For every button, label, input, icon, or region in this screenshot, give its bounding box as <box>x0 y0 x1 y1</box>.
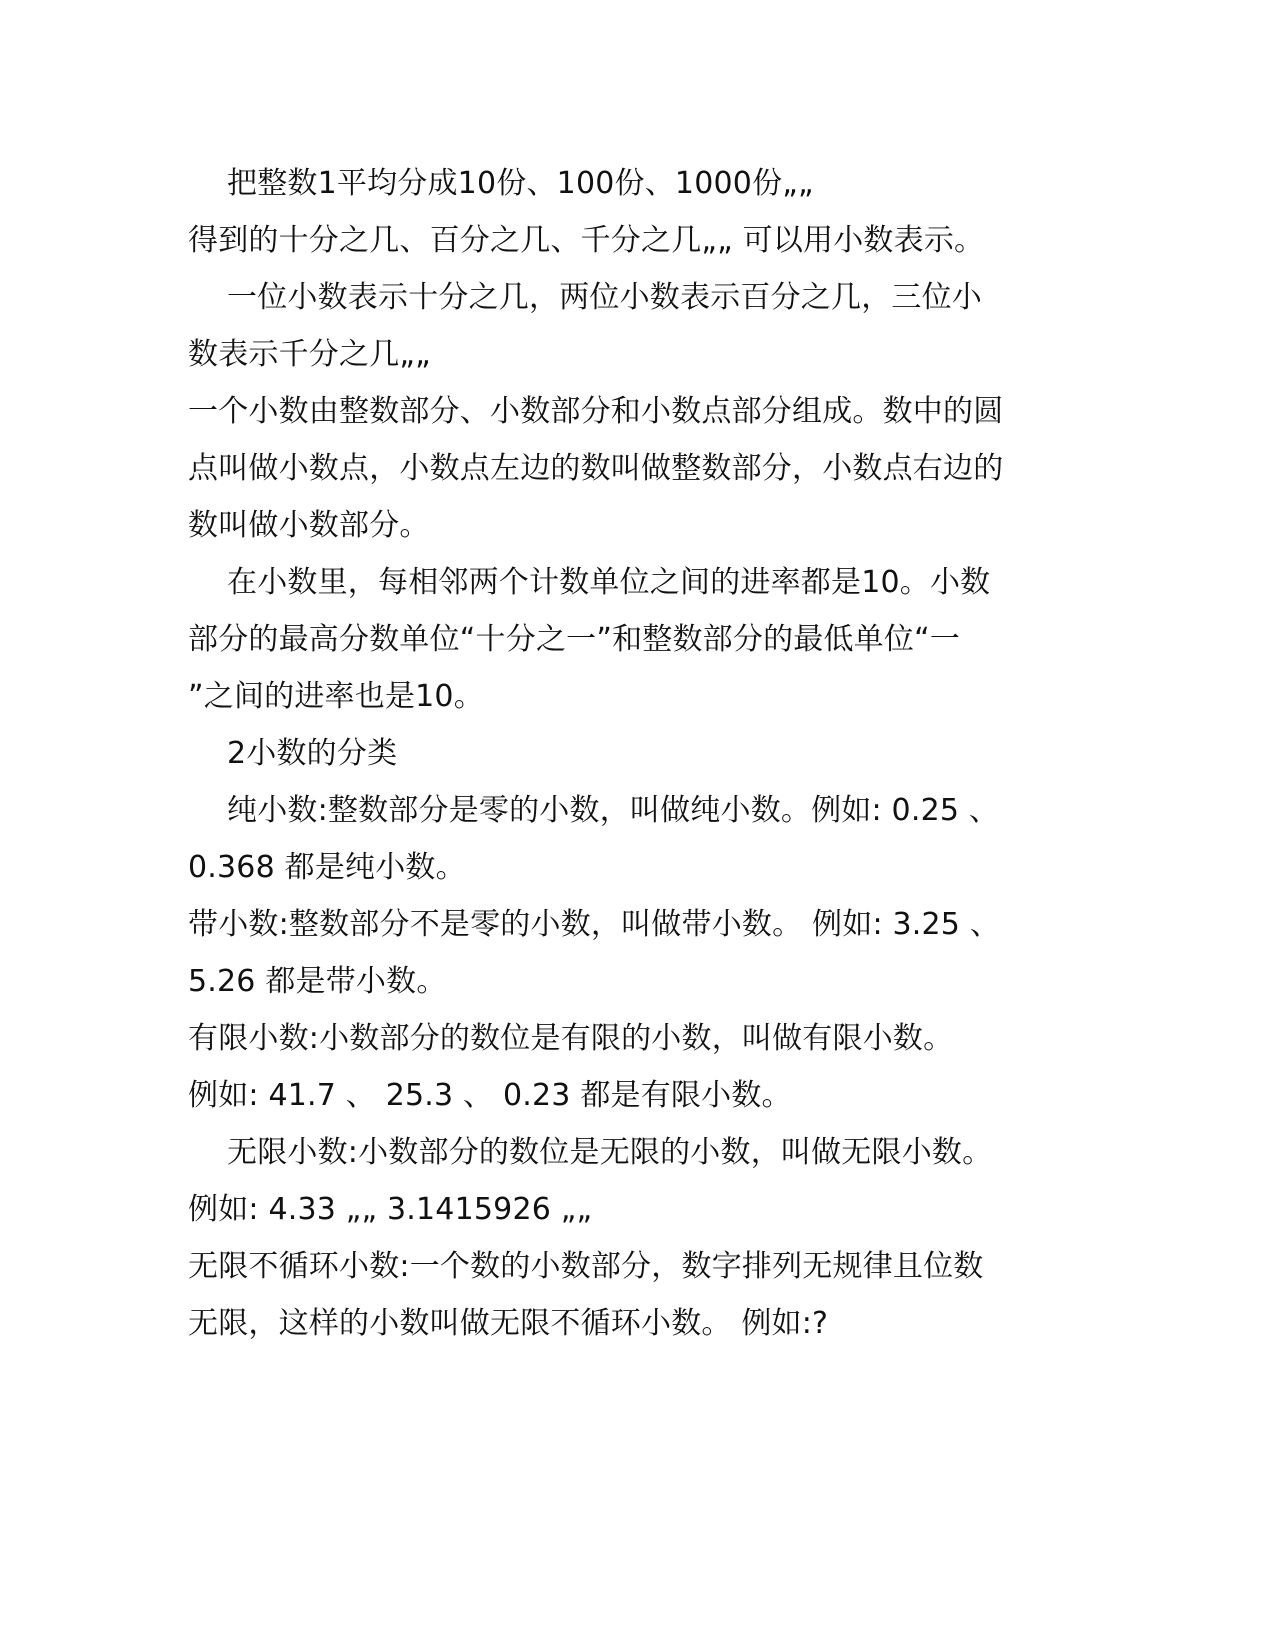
text-line-8: 在小数里，每相邻两个计数单位之间的进率都是10。小数 <box>227 565 991 600</box>
text-line-20: 无限不循环小数:一个数的小数部分，数字排列无规律且位数 <box>188 1249 984 1284</box>
text-line-10: ”之间的进率也是10。 <box>188 679 484 714</box>
text-line-21: 无限，这样的小数叫做无限不循环小数。 例如:? <box>188 1306 829 1341</box>
text-line-4: 数表示千分之几„„ <box>188 337 431 372</box>
text-line-7: 数叫做小数部分。 <box>188 508 430 543</box>
text-line-15: 5.26 都是带小数。 <box>188 964 447 999</box>
text-line-19: 例如: 4.33 „„ 3.1415926 „„ <box>188 1192 593 1227</box>
section-heading: 2小数的分类 <box>227 736 398 771</box>
text-line-16: 有限小数:小数部分的数位是有限的小数，叫做有限小数。 <box>188 1021 954 1056</box>
text-line-6: 点叫做小数点，小数点左边的数叫做整数部分，小数点右边的 <box>188 451 1004 486</box>
text-line-13: 0.368 都是纯小数。 <box>188 850 466 885</box>
text-line-12: 纯小数:整数部分是零的小数，叫做纯小数。例如: 0.25 、 <box>227 793 1000 828</box>
text-line-3: 一位小数表示十分之几，两位小数表示百分之几，三位小 <box>227 280 982 315</box>
document-body <box>188 155 1078 1352</box>
text-line-5: 一个小数由整数部分、小数部分和小数点部分组成。数中的圆 <box>188 394 1004 429</box>
text-line-2: 得到的十分之几、百分之几、千分之几„„ 可以用小数表示。 <box>188 223 985 258</box>
text-line-14: 带小数:整数部分不是零的小数，叫做带小数。 例如: 3.25 、 <box>188 907 1001 942</box>
text-line-9: 部分的最高分数单位“十分之一”和整数部分的最低单位“一 <box>188 622 961 657</box>
text-line-1: 把整数1平均分成10份、100份、1000份„„ <box>227 166 814 201</box>
text-line-17: 例如: 41.7 、 25.3 、 0.23 都是有限小数。 <box>188 1078 792 1113</box>
text-line-18: 无限小数:小数部分的数位是无限的小数，叫做无限小数。 <box>227 1135 993 1170</box>
